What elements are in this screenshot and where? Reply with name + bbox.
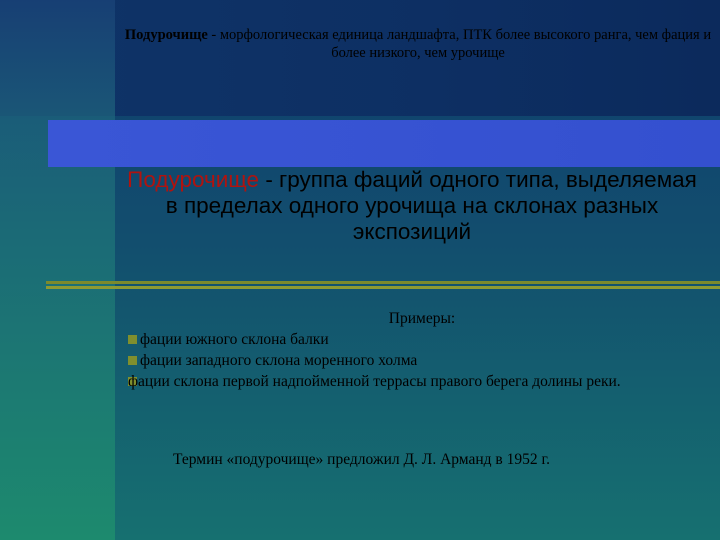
bullet-icon bbox=[128, 335, 137, 344]
list-item-text: фации южного склона балки bbox=[140, 331, 329, 348]
divider-line-bottom bbox=[46, 286, 720, 289]
header-definition bbox=[118, 26, 718, 62]
bullet-icon bbox=[128, 356, 137, 365]
header-text-rest: - морфологическая единица ландшафта, ПТК более высокого ранга, чем фация и более низкого, чем урочище bbox=[207, 27, 712, 61]
list-item-text: фации склона первой надпойменной террасы правого берега долины реки. bbox=[128, 373, 621, 390]
top-left-decor-block bbox=[0, 0, 115, 116]
term-origin-note: Термин «подурочище» предложил Д. Л. Арманд в 1952 г. bbox=[173, 451, 550, 468]
list-item-text: фации западного склона моренного холма bbox=[140, 352, 418, 369]
accent-bar bbox=[48, 120, 720, 167]
main-definition bbox=[122, 167, 702, 245]
definition-term: Подурочище bbox=[127, 167, 260, 192]
header-term: Подурочище bbox=[124, 27, 208, 43]
divider-lines bbox=[46, 281, 720, 291]
definition-text-rest: - группа фаций одного типа, выделяемая в пределах одного урочища на склонах разных экспозиций bbox=[165, 167, 697, 244]
examples-title: Примеры: bbox=[388, 310, 456, 327]
list-item bbox=[128, 350, 708, 371]
divider-line-top bbox=[46, 281, 720, 284]
examples-block bbox=[128, 308, 708, 392]
list-item bbox=[128, 371, 708, 392]
list-item bbox=[128, 329, 708, 350]
